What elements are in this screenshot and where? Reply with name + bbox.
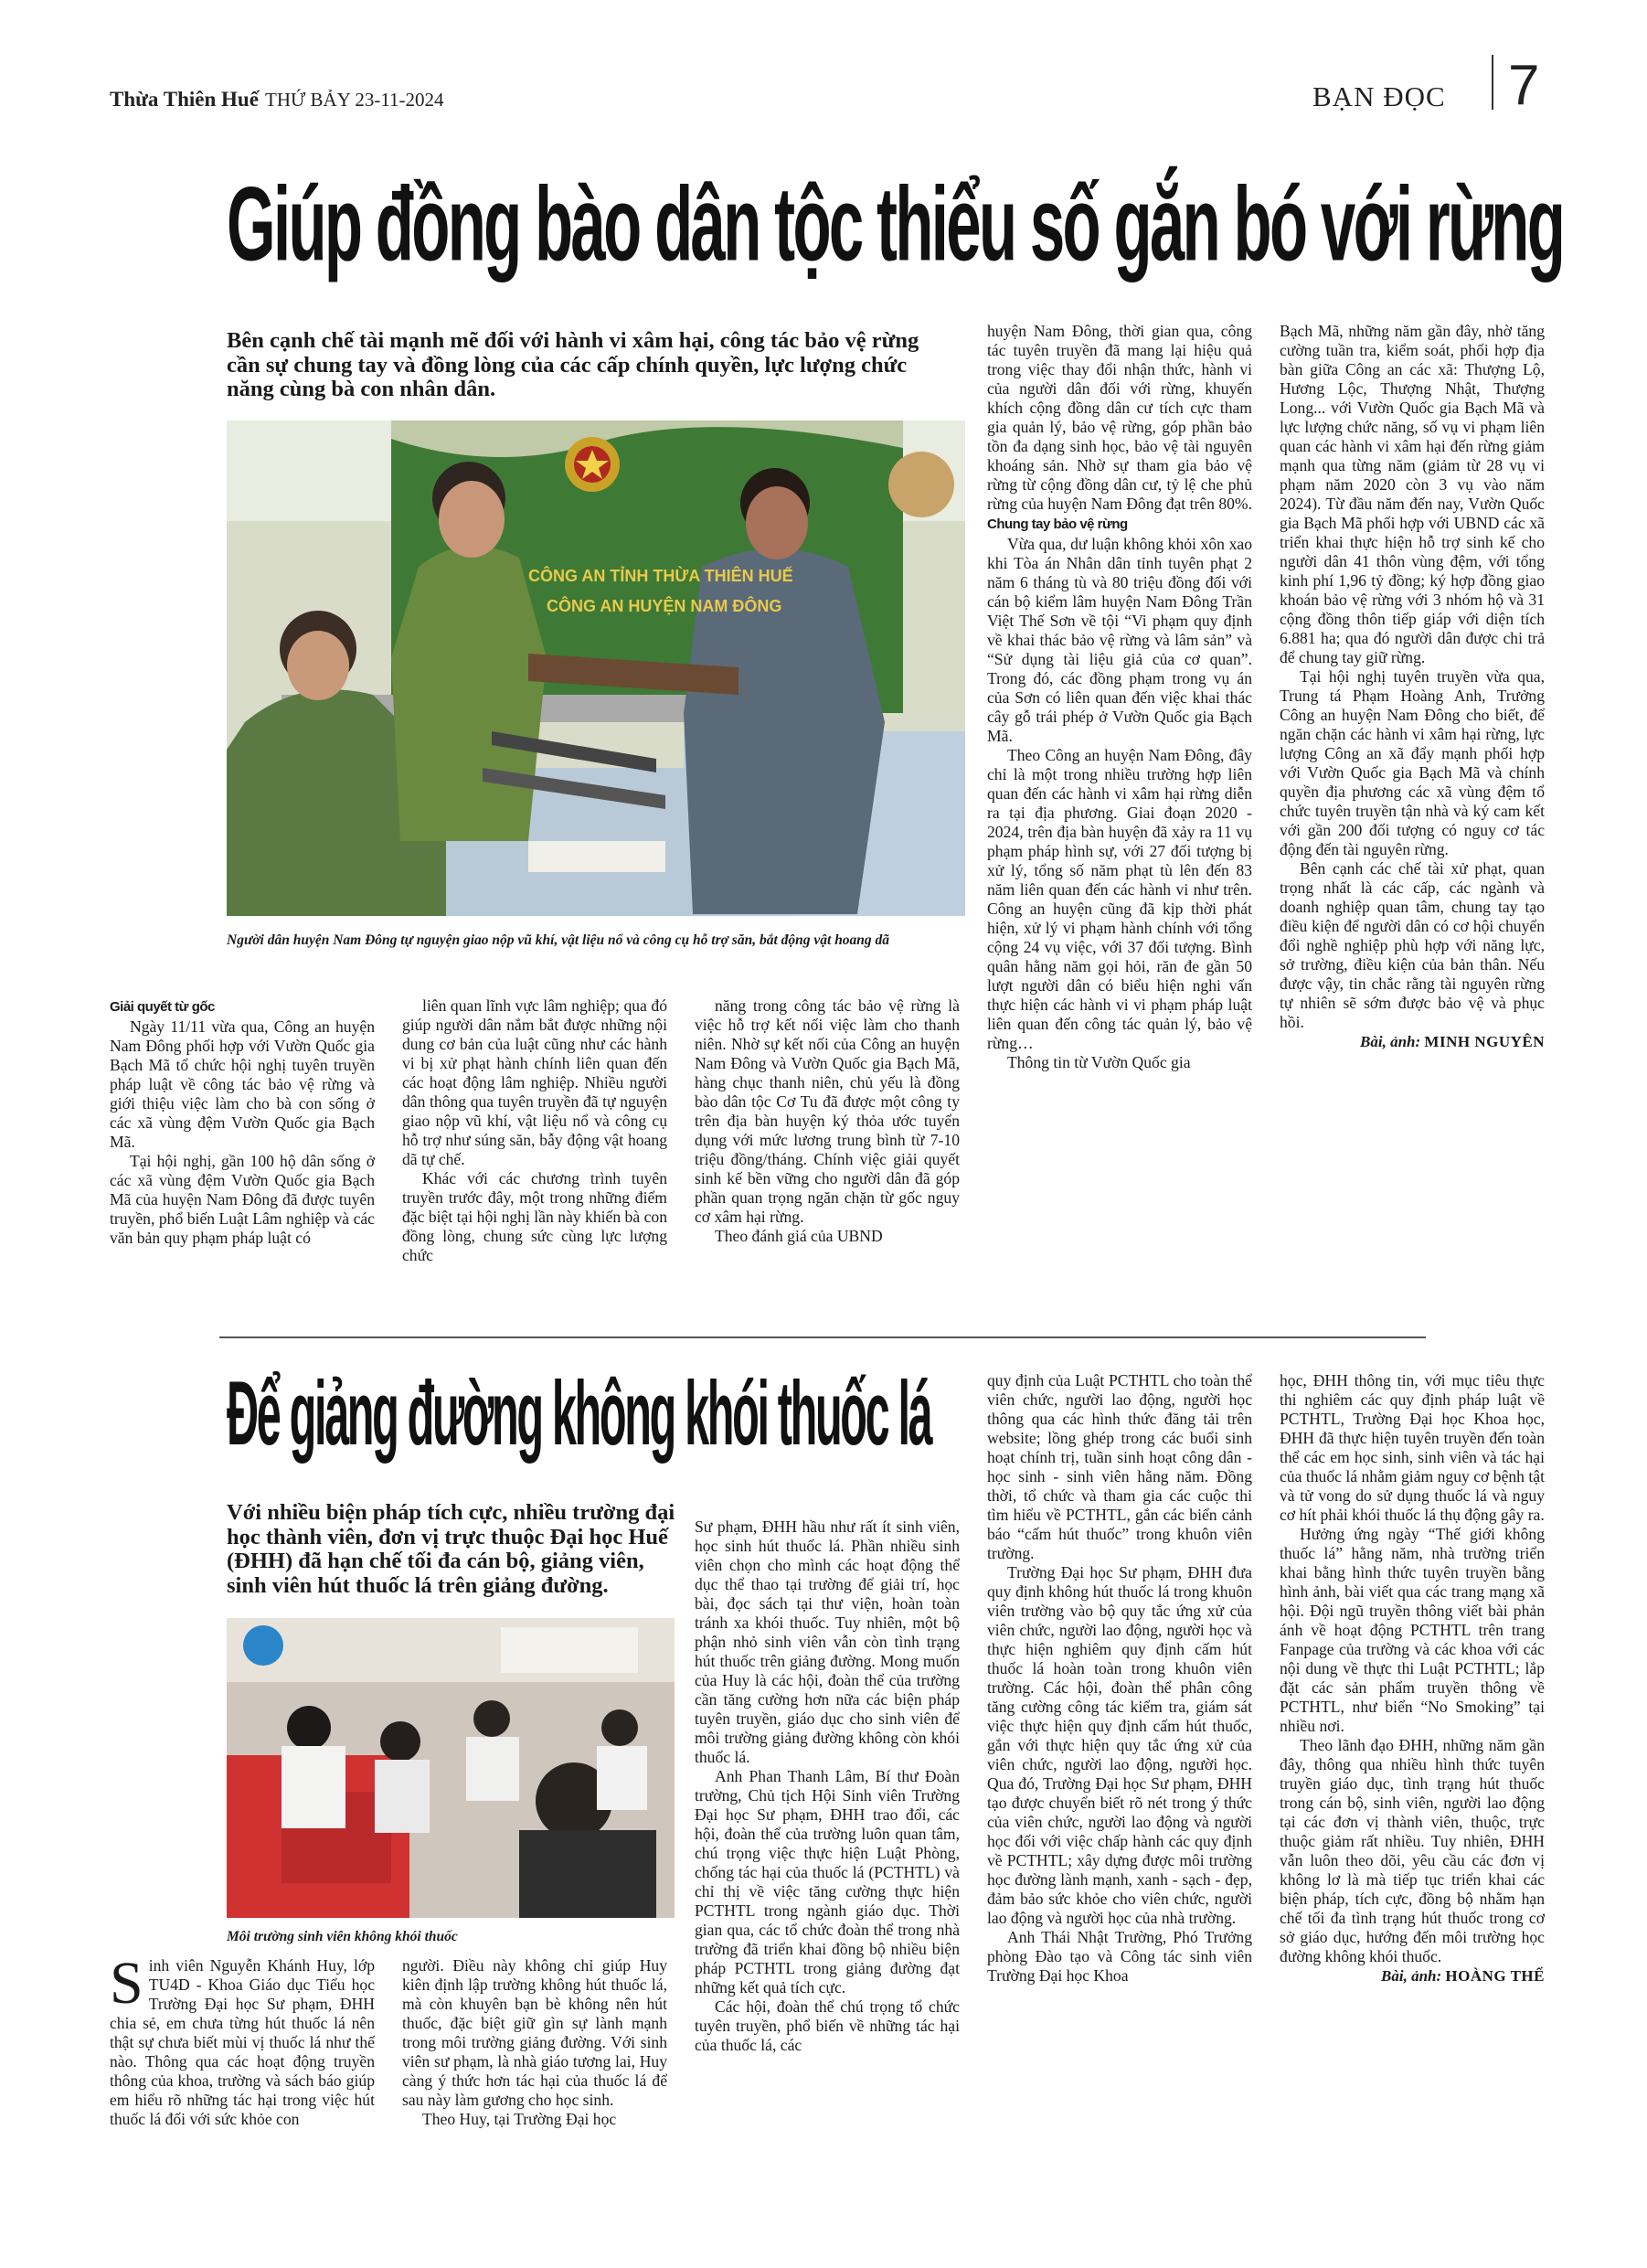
article1-column-4: huyện Nam Đông, thời gian qua, công tác tuyên truyền đã mang lại hiệu quả trong việc thay đổi nhận thức, hành vi của người dân đối với rừng, khuyến khích cộng đồng dân cư tích cực tham gia quản lý, bảo vệ rừng, góp phần bảo tồn đa dạng sinh học, bảo vệ tài nguyên khoáng sản. Nhờ sự tham gia bảo vệ rừng từ cộng đồng dân cư, tỷ lệ che phủ rừng của huyện Nam Đông đạt trên 80%. Chung tay bảo vệ rừng Vừa qua, dư luận không khỏi xôn xao khi Tòa án Nhân dân tỉnh tuyên phạt 2 năm 6 tháng tù và 80 triệu đồng đối với cán bộ kiểm lâm huyện Nam Đông Trần Việt Thế Sơn về tội “Vi phạm quy định về khai thác bảo vệ rừng và lâm sản” và “Sử dụng tài liệu giả của cơ quan”. Trong đó, các đồng phạm trong vụ án của Sơn có liên quan đến việc khai thác cây gỗ trái phép ở Vườn Quốc gia Bạch Mã. Theo Công an huyện Nam Đông, đây chỉ là một trong nhiều trường hợp liên quan đến các hành vi xâm hại rừng diễn ra tại địa phương. Giai đoạn 2020 - 2024, trên địa bàn huyện đã xảy ra 11 vụ phạm pháp hình sự, với 27 đối tượng bị xử lý, tổng số năm phạt tù lên đến 83 năm liên quan đến các hành vi như trên. Công an huyện cũng đã kịp thời phát hiện, xử lý vi phạm hành chính với tổng cộng 24 vụ việc, với 37 đối tượng. Bình quân hằng năm gọi hỏi, răn đe gần 50 lượt người dân có biểu hiện nghi vấn thực hiện các hành vi vi phạm pháp luật liên quan đến công tác quản lý, bảo vệ rừng… Thông tin từ Vườn Quốc gia [987,322,1252,1071]
page-number: 7 [1508,54,1540,117]
photo-sign-line1: CÔNG AN TỈNH THỪA THIÊN HUẾ [528,567,793,585]
article1-byline: Bài, ảnh: MINH NGUYÊN [1360,1033,1545,1050]
article2-caption: Môi trường sinh viên không khói thuốc [227,1929,458,1944]
article2-column-3: Sư phạm, ĐHH hầu như rất ít sinh viên, học sinh hút thuốc lá. Phần nhiều sinh viên chọn cho mình các hoạt động thể dục thể thao tại trường để giải trí, học bài, đọc sách tại thư viện, hoàn toàn tránh xa khói thuốc. Tuy nhiên, một bộ phận nhỏ sinh viên vẫn còn tình trạng hút thuốc trên giảng đường. Mong muốn của Huy là các hội, đoàn thể của trường cần tăng cường hơn nữa các biện pháp tuyên truyền, giáo dục cho sinh viên để môi trường giảng đường không còn khói thuốc lá. Anh Phan Thanh Lâm, Bí thư Đoàn trường, Chủ tịch Hội Sinh viên Trường Đại học Sư phạm, ĐHH trao đổi, các hội, đoàn thể của trường luôn quan tâm, chú trọng việc thực hiện Luật Phòng, chống tác hại của thuốc lá (PCTHTL) và chỉ thị về việc tăng cường thực hiện PCTHTL trong ngành giáo dục. Thời gian qua, các tổ chức đoàn thể trong nhà trường đã triển khai đồng bộ nhiều biện pháp PCTHTL trong giảng đường đạt những kết quả tích cực. Các hội, đoàn thể chú trọng tổ chức tuyên truyền, phổ biến về những tác hại của thuốc lá, các [695,1517,960,2054]
students-classroom-photo [227,1618,675,1918]
article2-column-1: Sinh viên Nguyễn Khánh Huy, lớp TU4D - Khoa Giáo dục Tiểu học Trường Đại học Sư phạm, ĐHH chia sẻ, em chưa từng hút thuốc lá nên thật sự chưa biết mùi vị thuốc lá như thế nào. Thông qua các hoạt động truyền thông của khoa, trường và sách báo giúp em hiểu rõ những tác hại trong việc hút thuốc lá đối với sức khỏe con [110,1956,375,2128]
article1-caption: Người dân huyện Nam Đông tự nguyện giao nộp vũ khí, vật liệu nổ và công cụ hỗ trợ săn, bắt động vật hoang dã [227,932,890,948]
section-name: BẠN ĐỌC [1312,80,1446,112]
page-header [0,0,1647,119]
subhead-chung-tay: Chung tay bảo vệ rừng [987,516,1128,532]
article2-column-2: người. Điều này không chỉ giúp Huy kiên định lập trường không hút thuốc lá, mà còn khuyên bạn bè không nên hút thuốc, đặc biệt giữ gìn sự lành mạnh trong môi trường giảng đường. Với sinh viên sư phạm, là nhà giáo tương lai, Huy càng ý thức hơn tác hại của thuốc lá để sau này làm gương cho học sinh. Theo Huy, tại Trường Đại học [402,1956,667,2128]
subhead-giai-quyet: Giải quyết từ gốc [110,999,215,1015]
article1-headline: Giúp đồng bào dân tộc thiểu số gắn bó với rừng [227,164,1564,283]
police-handover-photo [227,421,965,916]
article2-column-5: học, ĐHH thông tin, với mục tiêu thực thi nghiêm các quy định pháp luật về PCTHTL, Trường Đại học Khoa học, ĐHH đã thực hiện tuyên truyền đến toàn thể các em học sinh, sinh viên và tác hại của thuốc lá nhằm giảm nguy cơ bệnh tật và tử vong do sử dụng thuốc lá và nguy cơ hít phải khói thuốc lá thụ động gây ra. Hưởng ứng ngày “Thế giới không thuốc lá” hằng năm, nhà trường triển khai bằng hình thức tuyên truyền bằng hình ảnh, bài viết qua các trang mạng xã hội. Đội ngũ truyền thông viết bài phản ánh về hoạt động PCTHTL trên trang Fanpage của trường và các khoa với các nội dung về thực thi Luật PCTHTL; lắp đặt các sản phẩm truyền thông về PCTHTL, như biển “No Smoking” tại nhiều nơi. Theo lãnh đạo ĐHH, những năm gần đây, thông qua nhiều hình thức tuyên truyền giáo dục, tình trạng hút thuốc trong cán bộ, sinh viên, người lao động tại các đơn vị thành viên, thuộc, trực thuộc giảm rất nhiều. Tuy nhiên, ĐHH vẫn luôn theo dõi, yêu cầu các đơn vị không lơ là mà tiếp tục triển khai các biện pháp, tích cực, đồng bộ nhằm hạn chế tối đa tình trạng hút thuốc trong cơ sở giáo dục, hướng đến môi trường học đường không khói thuốc. Bài, ảnh: HOÀNG THẾ [1280,1371,1545,1985]
article2-lead: Với nhiều biện pháp tích cực, nhiều trường đại học thành viên, đơn vị trực thuộc Đại học Huế (ĐHH) đã hạn chế tối đa cán bộ, giảng viên, sinh viên hút thuốc lá trên giảng đường. [227,1500,675,1598]
article-divider [219,1336,1426,1338]
article1-photo [227,421,965,916]
article2-byline: Bài, ảnh: HOÀNG THẾ [1381,1967,1545,1985]
issue-date: THỨ BẢY 23-11-2024 [265,89,444,111]
article2-headline: Để giảng đường không khói thuốc lá [227,1364,931,1465]
photo-sign-line2: CÔNG AN HUYỆN NAM ĐÔNG [547,597,782,615]
dropcap: S [110,1956,143,2017]
paper-name: Thừa Thiên Huế [110,88,259,111]
article2-column-4: quy định của Luật PCTHTL cho toàn thể viên chức, người lao động, người học thông qua các hình thức đăng tải trên website; lồng ghép trong các buổi sinh hoạt chính trị, tuần sinh hoạt công dân - học sinh - sinh viên hằng năm. Đồng thời, tổ chức và tham gia các cuộc thi tìm hiểu về PCTHTL, gắn các biển cảnh báo “cấm hút thuốc” trong khuôn viên trường. Trường Đại học Sư phạm, ĐHH đưa quy định không hút thuốc lá trong khuôn viên trường vào bộ quy tắc ứng xử của viên chức, người lao động, người học và thực hiện nghiêm quy định cấm hút thuốc lá hoàn toàn trong khuôn viên trường. Các hội, đoàn thể phân công tăng cường công tác kiểm tra, giám sát việc thực hiện quy định cấm hút thuốc, gắn với thực hiện quy tắc ứng xử của viên chức, người lao động, người học. Qua đó, Trường Đại học Sư phạm, ĐHH tạo được chuyển biết rõ nét trong ý thức của viên chức, người lao động và người học đối với việc chấp hành các quy định về PCTHTL; xây dựng được môi trường học đường lành mạnh, xanh - sạch - đẹp, đảm bảo sức khỏe cho viên chức, người lao động và người học của nhà trường. Anh Thái Nhật Trường, Phó Trưởng phòng Đào tạo và Công tác sinh viên Trường Đại học Khoa [987,1371,1252,1985]
article1-column-1: Giải quyết từ gốc Ngày 11/11 vừa qua, Công an huyện Nam Đông phối hợp với Vườn Quốc gia Bạch Mã tổ chức hội nghị tuyên truyền pháp luật về công tác bảo vệ rừng và giới thiệu việc làm cho bà con sống ở các xã vùng đệm Vườn Quốc gia Bạch Mã. Tại hội nghị, gần 100 hộ dân sống ở các xã vùng đệm Vườn Quốc gia Bạch Mã của huyện Nam Đông đã được tuyên truyền, phổ biến Luật Lâm nghiệp và các văn bản quy phạm pháp luật có [110,999,375,1247]
article1-column-3: năng trong công tác bảo vệ rừng là việc hỗ trợ kết nối việc làm cho thanh niên. Nhờ sự kết nối của Công an huyện Nam Đông và Vườn Quốc gia Bạch Mã, hàng chục thanh niên, chủ yếu là đồng bào dân tộc Cơ Tu đã được một công ty trên địa bàn huyện ký thỏa ước tuyển dụng với mức lương trung bình từ 7-10 triệu đồng/tháng. Chính việc giải quyết sinh kế bền vững cho người dân đã góp phần quan trọng ngăn chặn từ gốc nguy cơ xâm hại rừng. Theo đánh giá của UBND [695,996,960,1245]
article1-column-2: liên quan lĩnh vực lâm nghiệp; qua đó giúp người dân nắm bắt được những nội dung cơ bản của luật cũng như các hành vi bị xử phạt hành chính liên quan đến các hoạt động lâm nghiệp. Nhiều người dân thông qua tuyên truyền đã tự nguyện giao nộp vũ khí, vật liệu nổ và công cụ hỗ trợ như súng săn, bẫy động vật hoang dã tự chế. Khác với các chương trình tuyên truyền trước đây, một trong những điểm đặc biệt tại hội nghị lần này khiến bà con đồng lòng, chung sức cùng lực lượng chức [402,996,667,1264]
article1-lead: Bên cạnh chế tài mạnh mẽ đối với hành vi xâm hại, công tác bảo vệ rừng cần sự chung tay và đồng lòng của các cấp chính quyền, lực lượng chức năng cùng bà con nhân dân. [227,328,919,401]
article2-photo [227,1618,675,1918]
article1-column-5: Bạch Mã, những năm gần đây, nhờ tăng cường tuần tra, kiểm soát, phối hợp địa bàn giữa Công an các xã: Thượng Lộ, Hương Lộc, Thượng Nhật, Thượng Long... với Vườn Quốc gia Bạch Mã và lực lượng chức năng, số vụ vi phạm liên quan các hành vi xâm hại đến rừng giảm mạnh qua từng năm (giảm từ 28 vụ vi phạm năm 2020 còn 3 vụ vào năm 2024). Từ đầu năm đến nay, Vườn Quốc gia Bạch Mã phối hợp với UBND các xã triển khai thực hiện hỗ trợ sinh kế cho người dân 41 thôn vùng đệm, với tổng kinh phí 1,96 tỷ đồng; ký hợp đồng giao khoán bảo vệ rừng với 3 nhóm hộ và 31 cộng đồng thôn tiếp giáp với diện tích 6.881 ha; qua đó người dân được chi trả để chung tay giữ rừng. Tại hội nghị tuyên truyền vừa qua, Trung tá Phạm Hoàng Anh, Trưởng Công an huyện Nam Đông cho biết, để ngăn chặn các hành vi xâm hại rừng, lực lượng Công an xã đẩy mạnh phối hợp với Vườn Quốc gia Bạch Mã và chính quyền địa phương các xã vùng đệm tổ chức tuyên truyền tận nhà và ký cam kết với gần 200 đối tượng có nguy cơ tác động đến tài nguyên rừng. Bên cạnh các chế tài xử phạt, quan trọng nhất là các cấp, các ngành và doanh nghiệp quan tâm, chung tay tạo điều kiện để người dân có cơ hội chuyển đổi nghề nghiệp phù hợp với năng lực, sở trường, điều kiện của bản thân. Nếu được vậy, tin chắc rằng tài nguyên rừng tự nhiên sẽ sớm được bảo vệ và phục hồi. Bài, ảnh: MINH NGUYÊN [1280,322,1545,1050]
header-divider [1492,55,1493,110]
